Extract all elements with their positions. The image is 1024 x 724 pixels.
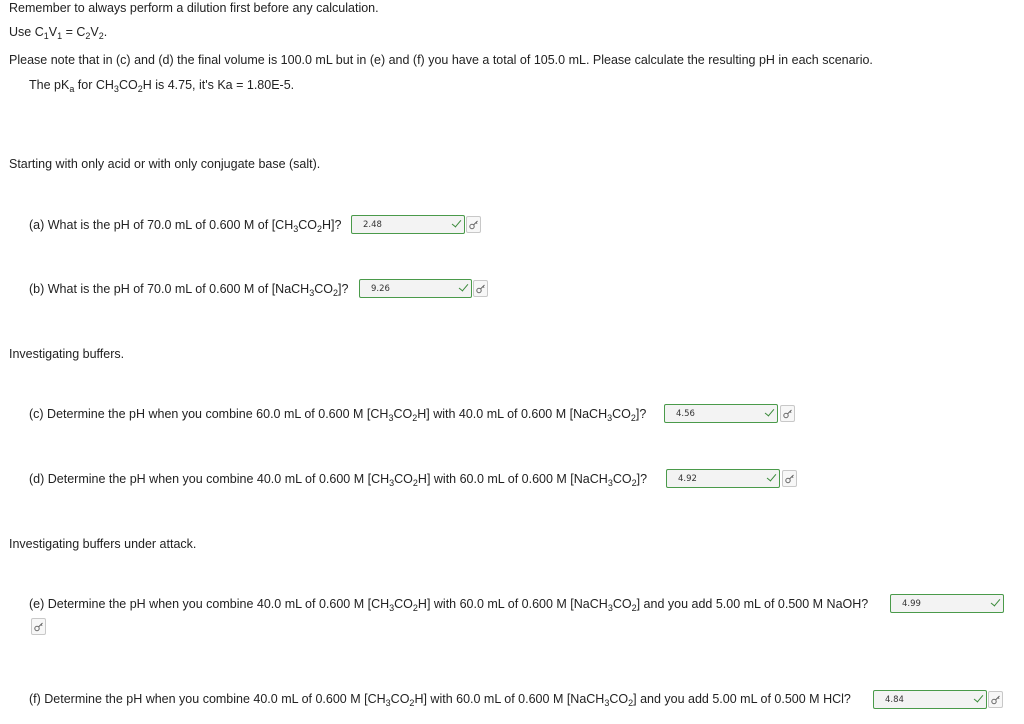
answer-value-d: 4.92 xyxy=(678,473,697,484)
checkmark-icon xyxy=(451,218,462,229)
question-a: (a) What is the pH of 70.0 mL of 0.600 M of $[CH_3CO_2H]$? xyxy=(29,218,342,234)
key-icon[interactable] xyxy=(782,470,797,487)
question-c: (c) Determine the pH when you combine 60.0 mL of 0.600 M $[CH_3CO_2H]$ with 40.0 mL of 0.600 M $[NaCH_3CO_2]$? xyxy=(29,407,647,423)
answer-input-d[interactable] xyxy=(666,469,780,488)
section-heading-buffers-attack: Investigating buffers under attack. xyxy=(9,537,197,551)
key-icon[interactable] xyxy=(780,405,795,422)
answer-input-c[interactable] xyxy=(664,404,778,423)
answer-value-c: 4.56 xyxy=(676,408,695,419)
answer-input-f[interactable] xyxy=(873,690,987,709)
instruction-dilution: Remember to always perform a dilution first before any calculation. xyxy=(9,1,379,15)
key-icon[interactable] xyxy=(473,280,488,297)
answer-value-b: 9.26 xyxy=(371,283,390,294)
section-heading-buffers: Investigating buffers. xyxy=(9,347,125,361)
answer-value-f: 4.84 xyxy=(885,694,904,705)
answer-value-e: 4.99 xyxy=(902,598,921,609)
answer-input-a[interactable] xyxy=(351,215,465,234)
answer-value-a: 2.48 xyxy=(363,219,382,230)
answer-input-e[interactable] xyxy=(890,594,1004,613)
question-f: (f) Determine the pH when you combine 40.0 mL of 0.600 M $[CH_3CO_2H]$ with 60.0 mL of 0.600 M $[NaCH_3CO_2]$ and you add 5.00 mL of 0.500 M HCl? xyxy=(29,692,851,708)
question-b: (b) What is the pH of 70.0 mL of 0.600 M of $[NaCH_3CO_2]$? xyxy=(29,282,349,298)
key-icon[interactable] xyxy=(466,216,481,233)
key-icon[interactable] xyxy=(31,618,46,635)
instruction-volume-note: Please note that in (c) and (d) the final volume is 100.0 mL but in (e) and (f) you have a total of 105.0 mL. Please calculate the resulting pH in each scenario. xyxy=(9,53,873,67)
answer-input-b[interactable] xyxy=(359,279,472,298)
instruction-pka: The $pK_a$ for $CH_3CO_2H$ is 4.75, it's Ka = 1.80E-5. xyxy=(29,78,295,94)
checkmark-icon xyxy=(973,693,984,704)
question-d: (d) Determine the pH when you combine 40.0 mL of 0.600 M $[CH_3CO_2H]$ with 60.0 mL of 0.600 M $[NaCH_3CO_2]$? xyxy=(29,472,648,488)
key-icon[interactable] xyxy=(988,691,1003,708)
checkmark-icon xyxy=(766,472,777,483)
checkmark-icon xyxy=(458,282,469,293)
checkmark-icon xyxy=(764,407,775,418)
question-e: (e) Determine the pH when you combine 40.0 mL of 0.600 M $[CH_3CO_2H]$ with 60.0 mL of 0.600 M $[NaCH_3CO_2]$ and you add 5.00 mL of 0.500 M NaOH? xyxy=(29,597,869,613)
checkmark-icon xyxy=(990,597,1001,608)
instruction-formula: Use $C_1V_1 = C_2V_2$. xyxy=(9,25,108,41)
section-heading-acid-base: Starting with only acid or with only conjugate base (salt). xyxy=(9,157,321,171)
